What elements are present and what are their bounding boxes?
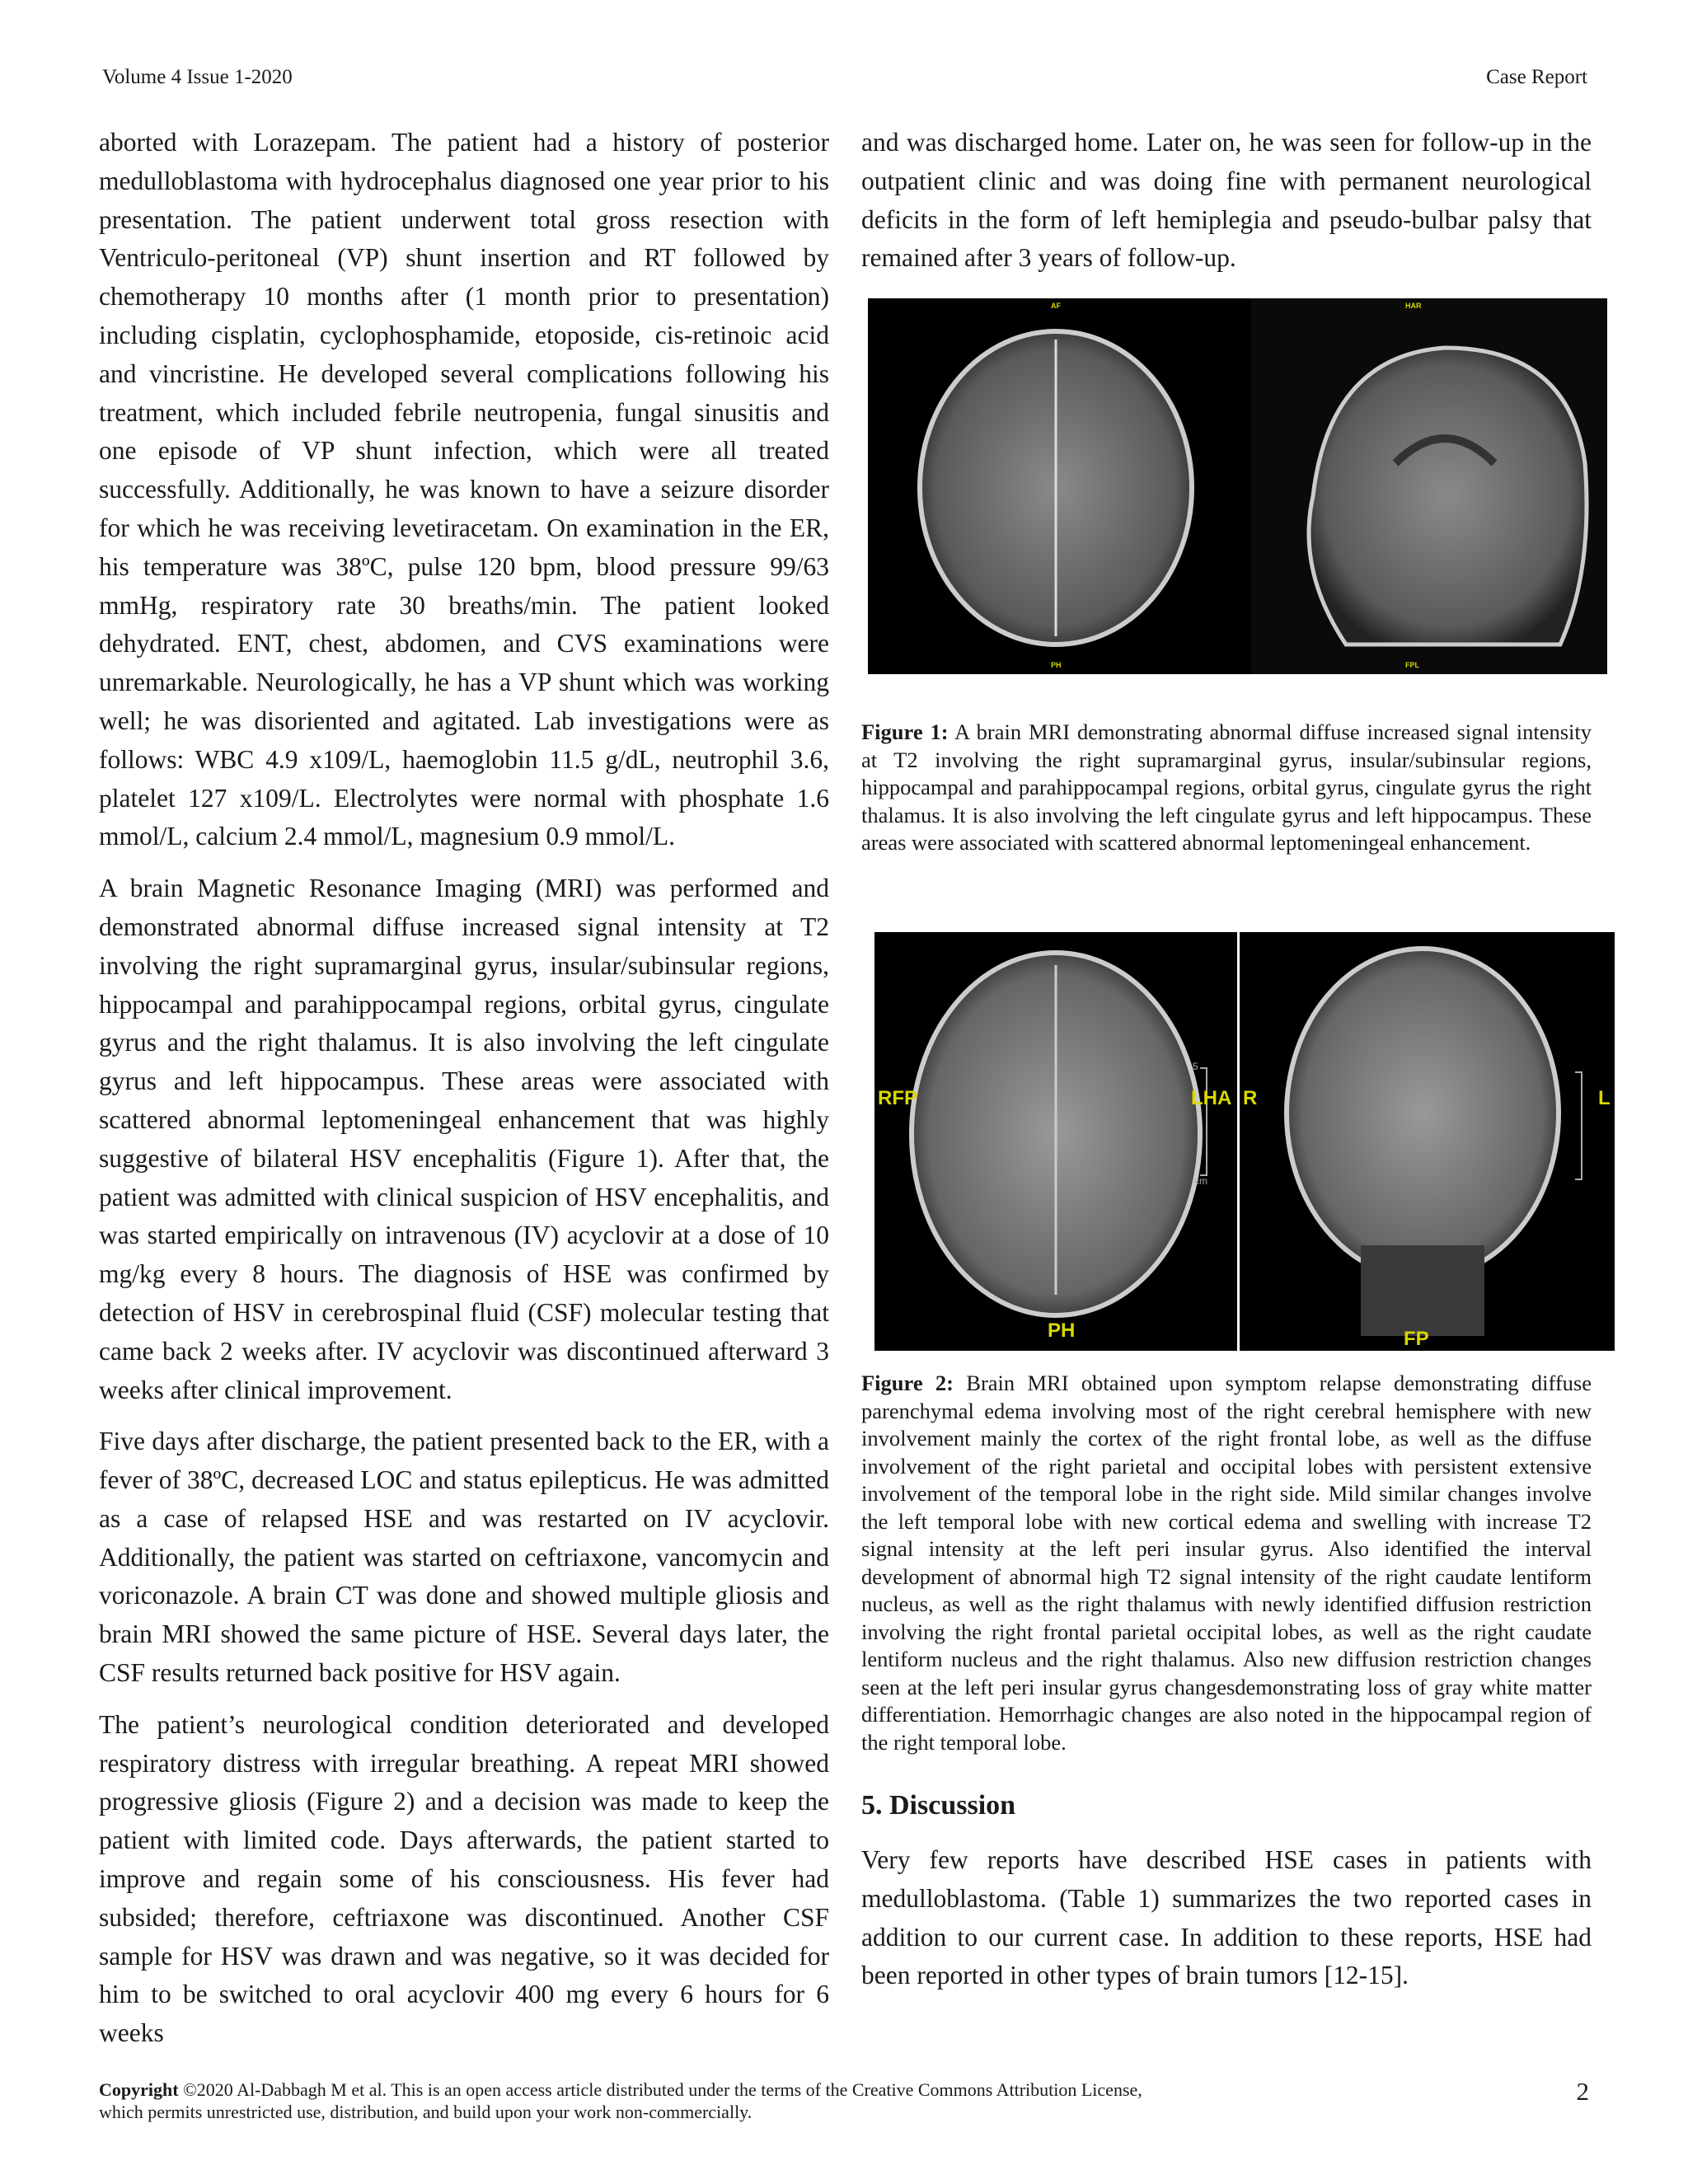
scale-number: 5 [1193,1061,1198,1072]
label-fpl: FPL [1405,661,1419,669]
paragraph: aborted with Lorazepam. The patient had a history of posterior medulloblastoma with hydrocephalus diagnosed one year prior to his presentation. The patient underwent total gross resection with Ventriculo-peritoneal (VP) shunt insertion and RT followed by chemotherapy 10 months after (1 month prior to presentation) including cisplatin, cyclophosphamide, etoposide, cis-retinoic acid and vincristine. He developed several complications following his treatment, which included febrile neutropenia, fungal sinusitis and one episode of VP shunt infection, which were all treated successfully. Additionally, he was known to have a seizure disorder for which he was receiving levetiracetam. On examination in the ER, his temperature was 38ºC, pulse 120 bpm, blood pressure 99/63 mmHg, respiratory rate 30 breaths/min. The patient looked dehydrated. ENT, chest, abdomen, and CVS examinations were unremarkable. Neurologically, he has a VP shunt which was working well; he was disoriented and agitated. Lab investigations were as follows: WBC 4.9 x109/L, haemoglobin 11.5 g/dL, neutrophil 3.6, platelet 127 x109/L. Electrolytes were normal with phosphate 1.6 mmol/L, calcium 2.4 mmol/L, magnesium 0.9 mmol/L. [99,128,829,851]
left-column [99,124,829,2066]
label-har: HAR [1405,302,1422,310]
page-number: 2 [1576,2077,1589,2106]
journal-issue: Volume 4 Issue 1-2020 [102,66,293,88]
label-lha: LHA [1191,1087,1232,1109]
label-ph: PH [1051,661,1062,669]
section-heading: 5. Discussion [861,1790,1016,1821]
caption-text: A brain MRI demonstrating abnormal diffuse increased signal intensity at T2 involving the right supramarginal gyrus, insular/subinsular regions, hippocampal and parahippocampal regions, orbital gyrus, cingulate gyrus the right thalamus. It is also involving the left cingulate gyrus and left hippocampus. These areas were associated with scattered abnormal leptomeningeal enhancement. [861,719,1592,855]
discussion-text [861,1841,1592,2008]
label-rfp: RFP [878,1087,917,1109]
paragraph: and was discharged home. Later on, he was seen for follow-up in the outpatient clinic and was doing fine with permanent neurological deficits in the form of left hemiplegia and pseudo-bulbar palsy that remained after 3 years of follow-up. [861,128,1592,273]
caption-text: Brain MRI obtained upon symptom relapse demonstrating diffuse parenchymal edema involving most of the right cerebral hemisphere with new involvement mainly the cortex of the right frontal lobe, as well as the diffuse involvement of the right parietal and occipital lobes with persistent extensive involvement of the temporal lobe in the right side. Mild similar changes involve the left temporal lobe with new cortical edema and swelling with increase T2 signal intensity at the left peri insular gyrus. Also identified the interval development of abnormal high T2 signal intensity of the right caudate lentiform nucleus, as well as the right thalamus with newly identified diffusion restriction involving the right frontal parietal occipital lobes, as well as the right caudate lentiform nucleus and the right thalamus. Also new diffusion restriction changes seen at the left peri insular gyrus changesdemonstrating loss of gray white matter differentiation. Hemorrhagic changes are also noted in the hippocampal region of the right temporal lobe. [861,1371,1592,1755]
mri-images [874,932,1615,1351]
figure-1-caption [861,719,1592,857]
caption-label: Figure 2: [861,1371,954,1395]
figure-2-caption [861,1370,1592,1756]
caption-label: Figure 1: [861,719,949,744]
scale-unit: cm [1194,1175,1207,1187]
right-column-top [861,124,1592,291]
label-r: R [1243,1087,1258,1109]
copyright-text: ©2020 Al-Dabbagh M et al. This is an open access article distributed under the terms of the Creative Commons Attribution License, which permits unrestricted use, distribution, and build upon your work non-commercially. [99,2079,1142,2122]
label-fp: FP [1404,1328,1429,1350]
figure-2-image [874,932,1615,1351]
mri-images [868,298,1607,674]
label-ph: PH [1048,1319,1076,1342]
label-l: L [1598,1087,1611,1109]
paragraph: Five days after discharge, the patient presented back to the ER, with a fever of 38ºC, decreased LOC and status epilepticus. He was admitted as a case of relapsed HSE and was restarted on IV acyclovir. Additionally, the patient was started on ceftriaxone, vancomycin and voriconazole. A brain CT was done and showed multiple gliosis and brain MRI showed the same picture of HSE. Several days later, the CSF results returned back positive for HSV again. [99,1427,829,1688]
label-af: AF [1051,302,1061,310]
paragraph: Very few reports have described HSE cases in patients with medulloblastoma. (Table 1) summarizes the two reported cases in addition to our current case. In addition to these reports, HSE had been reported in other types of brain tumors [12-15]. [861,1845,1592,1990]
copyright-label: Copyright [99,2079,179,2100]
copyright-footer [99,2079,1170,2123]
paragraph: The patient’s neurological condition deteriorated and developed respiratory distress with irregular breathing. A repeat MRI showed progressive gliosis (Figure 2) and a decision was made to keep the patient with limited code. Days afterwards, the patient started to improve and regain some of his consciousness. His fever had subsided; therefore, ceftriaxone was discontinued. Another CSF sample for HSV was drawn and was negative, so it was decided for him to be switched to oral acyclovir 400 mg every 6 hours for 6 weeks [99,1709,829,2048]
figure-1-image [868,298,1607,674]
paragraph: A brain Magnetic Resonance Imaging (MRI) was performed and demonstrated abnormal diffuse increased signal intensity at T2 involving the right supramarginal gyrus, insular/subinsular regions, hippocampal and parahippocampal regions, orbital gyrus, cingulate gyrus and the right thalamus. It is also involving the left cingulate gyrus and left hippocampus. These areas were associated with scattered abnormal leptomeningeal enhancement that was highly suggestive of bilateral HSV encephalitis (Figure 1). After that, the patient was admitted with clinical suspicion of HSV encephalitis, and was started empirically on intravenous (IV) acyclovir at a dose of 10 mg/kg every 8 hours. The diagnosis of HSE was confirmed by detection of HSV in cerebrospinal fluid (CSF) molecular testing that came back 2 weeks after. IV acyclovir was discontinued afterward 3 weeks after clinical improvement. [99,874,829,1404]
article-type: Case Report [1486,66,1587,88]
